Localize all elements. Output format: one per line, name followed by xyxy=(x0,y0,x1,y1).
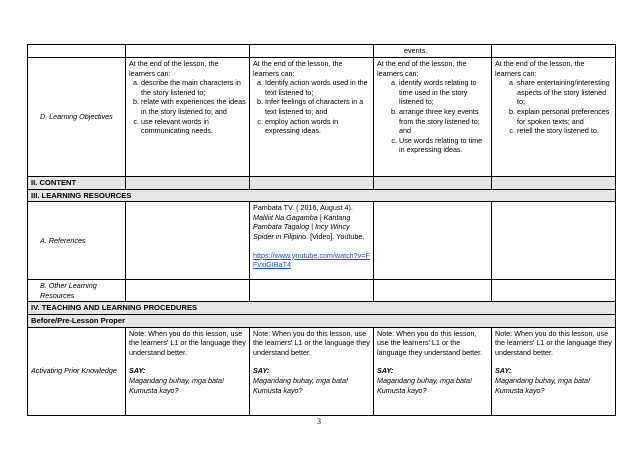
objectives-intro: At the end of the lesson, the learners can: xyxy=(129,59,219,78)
activating-label: Activating Prior Knowledge xyxy=(28,327,126,415)
activating-note: Note: When you do this lesson, use the learners' L1 or the language they understand better. xyxy=(377,328,483,357)
continued-cell-1 xyxy=(126,45,250,58)
continued-cell-2 xyxy=(250,45,374,58)
objective-item: a. identify words relating to time used in the story listened to; xyxy=(399,78,488,107)
content-heading: II. CONTENT xyxy=(28,177,126,190)
objective-item: a. describe the main characters in the story listened to; xyxy=(141,78,246,97)
objectives-list xyxy=(253,78,370,136)
objectives-list xyxy=(129,78,246,136)
activating-cell-4 xyxy=(492,327,616,415)
objectives-cell-1 xyxy=(126,58,250,177)
say-text: Magandang buhay, mga bata! Kumusta kayo? xyxy=(377,375,472,395)
objective-item: a. Identify action words used in the text listened to; xyxy=(265,78,370,97)
objective-item: c. employ action words in expressing ideas. xyxy=(265,117,370,136)
activating-cell-3 xyxy=(374,327,492,415)
other-resources-cell-4 xyxy=(492,280,616,302)
say-label: SAY: xyxy=(129,366,146,376)
objectives-row xyxy=(28,58,616,177)
page-number: 3 xyxy=(317,417,321,426)
references-cell-3 xyxy=(374,202,492,280)
objective-item: b. explain personal preferences for spoken texts; and xyxy=(517,107,612,126)
activating-note: Note: When you do this lesson, use the learners' L1 or the language they understand better. xyxy=(495,328,612,357)
references-row xyxy=(28,202,616,280)
content-row xyxy=(28,177,616,190)
content-cell-1 xyxy=(126,177,250,190)
objective-item: b. arrange three key events from the story listened to; and xyxy=(399,107,488,136)
say-label: SAY: xyxy=(495,366,512,376)
activating-note: Note: When you do this lesson, use the learners' L1 or the language they understand better. xyxy=(253,328,370,357)
other-resources-cell-3 xyxy=(374,280,492,302)
other-resources-cell-2 xyxy=(250,280,374,302)
other-resources-row xyxy=(28,280,616,302)
objective-item: c. use relevant words in communicating needs. xyxy=(141,117,246,136)
before-lesson-heading: Before/Pre-Lesson Proper xyxy=(28,314,616,327)
objective-item: a. share entertaining/interesting aspects of the story listened to; xyxy=(517,78,612,107)
say-text: Magandang buhay, mga bata! Kumusta kayo? xyxy=(129,375,224,395)
say-text: Magandang buhay, mga bata! Kumusta kayo? xyxy=(495,375,590,395)
objective-item: c. retell the story listened to. xyxy=(517,126,612,136)
activating-cell-2 xyxy=(250,327,374,415)
activating-note: Note: When you do this lesson, use the learners' L1 or the language they understand better. xyxy=(129,328,246,357)
lesson-plan-table xyxy=(27,44,616,416)
procedures-row xyxy=(28,302,616,315)
objectives-intro: At the end of the lesson, the learners can: xyxy=(495,59,585,78)
continued-cell-4 xyxy=(492,45,616,58)
say-text: Magandang buhay, mga bata! Kumusta kayo? xyxy=(253,375,348,395)
references-label: A. References xyxy=(28,202,126,280)
references-cell-4 xyxy=(492,202,616,280)
objectives-cell-2 xyxy=(250,58,374,177)
content-cell-3 xyxy=(374,177,492,190)
procedures-heading: IV. TEACHING AND LEARNING PROCEDURES xyxy=(28,302,616,315)
say-label: SAY: xyxy=(253,366,270,376)
activating-row xyxy=(28,327,616,415)
content-cell-2 xyxy=(250,177,374,190)
say-label: SAY: xyxy=(377,366,394,376)
objective-item: c. Use words relating to time in expressing ideas. xyxy=(399,136,488,155)
citation-lead: Pambata TV. ( 2016, August 4). xyxy=(253,203,353,213)
activating-cell-1 xyxy=(126,327,250,415)
objectives-intro: At the end of the lesson, the learners can: xyxy=(253,59,343,78)
objectives-cell-3 xyxy=(374,58,492,177)
reference-url-link[interactable]: https://www.youtube.com/watch?v=FFvxiGIBaT4 xyxy=(253,250,370,270)
objectives-list xyxy=(377,78,488,155)
continued-label-cell xyxy=(28,45,126,58)
resources-row xyxy=(28,189,616,202)
objectives-list xyxy=(495,78,612,136)
continued-row xyxy=(28,45,616,58)
references-cell-2 xyxy=(250,202,374,280)
objectives-label: D. Learning Objectives xyxy=(28,58,126,177)
objective-item: b. Infer feelings of characters in a text listened to; and xyxy=(265,97,370,116)
objective-item: b. relate with experiences the ideas in the story listened to; and xyxy=(141,97,246,116)
citation-title: Maliliit Na Gagamba | Kantang Pambata Tagalog | Incy Wincy Spider in Filipino xyxy=(253,212,351,241)
references-cell-1 xyxy=(126,202,250,280)
content-cell-4 xyxy=(492,177,616,190)
citation-tail: . [Video]. Youtube. xyxy=(306,231,365,241)
other-resources-cell-1 xyxy=(126,280,250,302)
other-resources-label: B. Other Learning Resources xyxy=(28,280,126,302)
objectives-cell-4 xyxy=(492,58,616,177)
continued-cell-3: events. xyxy=(374,45,492,58)
objectives-intro: At the end of the lesson, the learners can: xyxy=(377,59,467,78)
before-lesson-row xyxy=(28,314,616,327)
resources-heading: III. LEARNING RESOURCES xyxy=(28,189,616,202)
